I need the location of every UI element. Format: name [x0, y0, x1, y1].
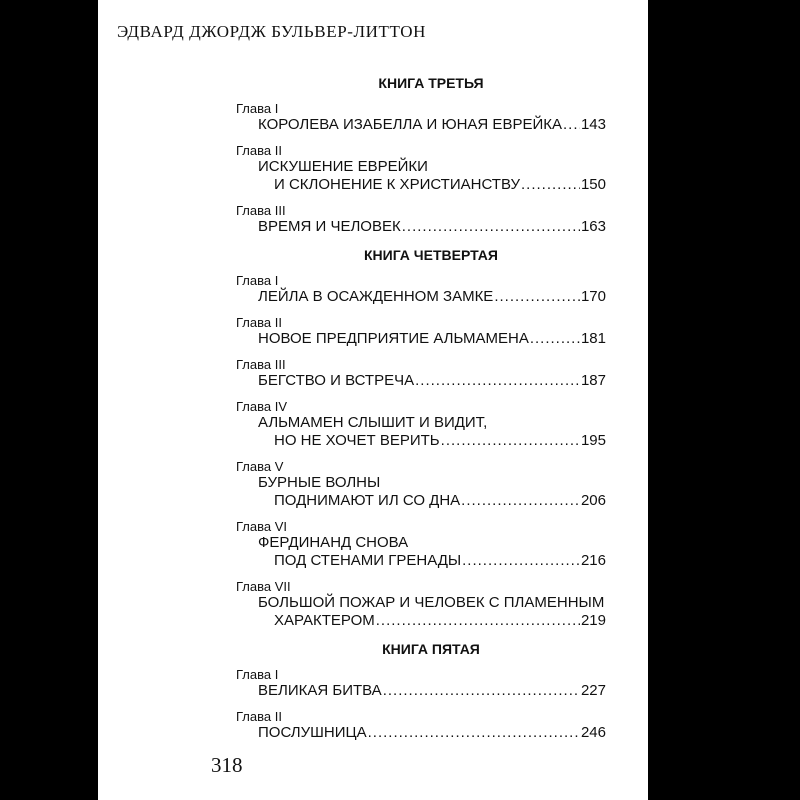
chapter-page-number: 195 [580, 432, 606, 449]
toc-entry[interactable] [236, 519, 606, 570]
book-title: КНИГА ЧЕТВЕРТАЯ [364, 247, 498, 263]
toc-entry[interactable] [236, 101, 606, 134]
chapter-title-line [236, 724, 606, 742]
chapter-title-text: БЕГСТВО И ВСТРЕЧА [258, 372, 415, 389]
dot-leader [441, 432, 580, 450]
dot-leader [383, 682, 580, 700]
chapter-title-text: НОВОЕ ПРЕДПРИЯТИЕ АЛЬМАМЕНА [258, 330, 529, 347]
chapter-label: Глава III [236, 357, 286, 372]
chapter-label: Глава VII [236, 579, 291, 594]
dot-leader [462, 552, 580, 570]
chapter-title-text: ВЕЛИКАЯ БИТВА [258, 682, 382, 699]
book-title: КНИГА ТРЕТЬЯ [378, 75, 484, 91]
running-head: ЭДВАРД ДЖОРДЖ БУЛЬВЕР-ЛИТТОН [117, 22, 427, 41]
chapter-title-text: ПОДНИМАЮТ ИЛ СО ДНА [274, 492, 461, 509]
chapter-title-text: ЛЕЙЛА В ОСАЖДЕННОМ ЗАМКЕ [258, 288, 494, 305]
chapter-title-text: И СКЛОНЕНИЕ К ХРИСТИАНСТВУ [274, 176, 520, 193]
chapter-title-line [236, 682, 606, 700]
chapter-title-line: ИСКУШЕНИЕ ЕВРЕЙКИ [258, 158, 428, 175]
dot-leader [563, 116, 580, 134]
toc-entry[interactable] [236, 667, 606, 700]
dot-leader [376, 612, 580, 630]
toc-entry[interactable] [236, 143, 606, 194]
chapter-title-line [236, 218, 606, 236]
chapter-page-number: 219 [580, 612, 606, 629]
chapter-page-number: 150 [580, 176, 606, 193]
chapter-label: Глава II [236, 709, 282, 724]
toc-entry[interactable] [236, 357, 606, 390]
chapter-page-number: 181 [580, 330, 606, 347]
chapter-page-number: 170 [580, 288, 606, 305]
chapter-label: Глава I [236, 101, 279, 116]
chapter-label: Глава III [236, 203, 286, 218]
chapter-title-text: ПОД СТЕНАМИ ГРЕНАДЫ [274, 552, 462, 569]
chapter-label: Глава IV [236, 399, 288, 414]
toc-entry[interactable] [236, 315, 606, 348]
chapter-title-text: ВРЕМЯ И ЧЕЛОВЕК [258, 218, 401, 235]
chapter-title-line [236, 330, 606, 348]
chapter-label: Глава I [236, 667, 279, 682]
book-title: КНИГА ПЯТАЯ [382, 641, 480, 657]
chapter-page-number: 187 [580, 372, 606, 389]
toc-entry[interactable] [236, 273, 606, 306]
chapter-title-text: НО НЕ ХОЧЕТ ВЕРИТЬ [274, 432, 440, 449]
chapter-page-number: 163 [580, 218, 606, 235]
dot-leader [494, 288, 580, 306]
dot-leader [415, 372, 580, 390]
chapter-label: Глава II [236, 143, 282, 158]
chapter-page-number: 206 [580, 492, 606, 509]
chapter-title-line: БУРНЫЕ ВОЛНЫ [258, 474, 381, 491]
chapter-title-line [236, 288, 606, 306]
chapter-title-line [236, 552, 606, 570]
toc-entry[interactable] [236, 459, 606, 510]
dot-leader [461, 492, 580, 510]
chapter-label: Глава II [236, 315, 282, 330]
toc-entry[interactable] [236, 203, 606, 236]
page-number: 318 [211, 753, 243, 777]
chapter-title-text: КОРОЛЕВА ИЗАБЕЛЛА И ЮНАЯ ЕВРЕЙКА [258, 116, 562, 133]
toc-entry[interactable] [236, 579, 606, 630]
scan-border-left [0, 0, 98, 800]
chapter-title-line: БОЛЬШОЙ ПОЖАР И ЧЕЛОВЕК С ПЛАМЕННЫМ [258, 594, 605, 611]
chapter-title-line [236, 612, 606, 630]
scan-border-right [648, 0, 800, 800]
chapter-title-line: АЛЬМАМЕН СЛЫШИТ И ВИДИТ, [258, 414, 488, 431]
table-of-contents [236, 73, 606, 751]
chapter-page-number: 143 [580, 116, 606, 133]
chapter-title-line [236, 176, 606, 194]
chapter-title-line [236, 432, 606, 450]
chapter-title-text: ПОСЛУШНИЦА [258, 724, 367, 741]
chapter-title-line [236, 116, 606, 134]
chapter-label: Глава VI [236, 519, 288, 534]
dot-leader [521, 176, 580, 194]
chapter-page-number: 216 [580, 552, 606, 569]
dot-leader [368, 724, 580, 742]
chapter-label: Глава V [236, 459, 284, 474]
toc-entry[interactable] [236, 399, 606, 450]
chapter-title-line: ФЕРДИНАНД СНОВА [258, 534, 409, 551]
chapter-title-text: ХАРАКТЕРОМ [274, 612, 375, 629]
chapter-page-number: 227 [580, 682, 606, 699]
chapter-page-number: 246 [580, 724, 606, 741]
chapter-title-line [236, 372, 606, 390]
chapter-title-line [236, 492, 606, 510]
dot-leader [402, 218, 580, 236]
chapter-label: Глава I [236, 273, 279, 288]
dot-leader [530, 330, 580, 348]
toc-entry[interactable] [236, 709, 606, 742]
